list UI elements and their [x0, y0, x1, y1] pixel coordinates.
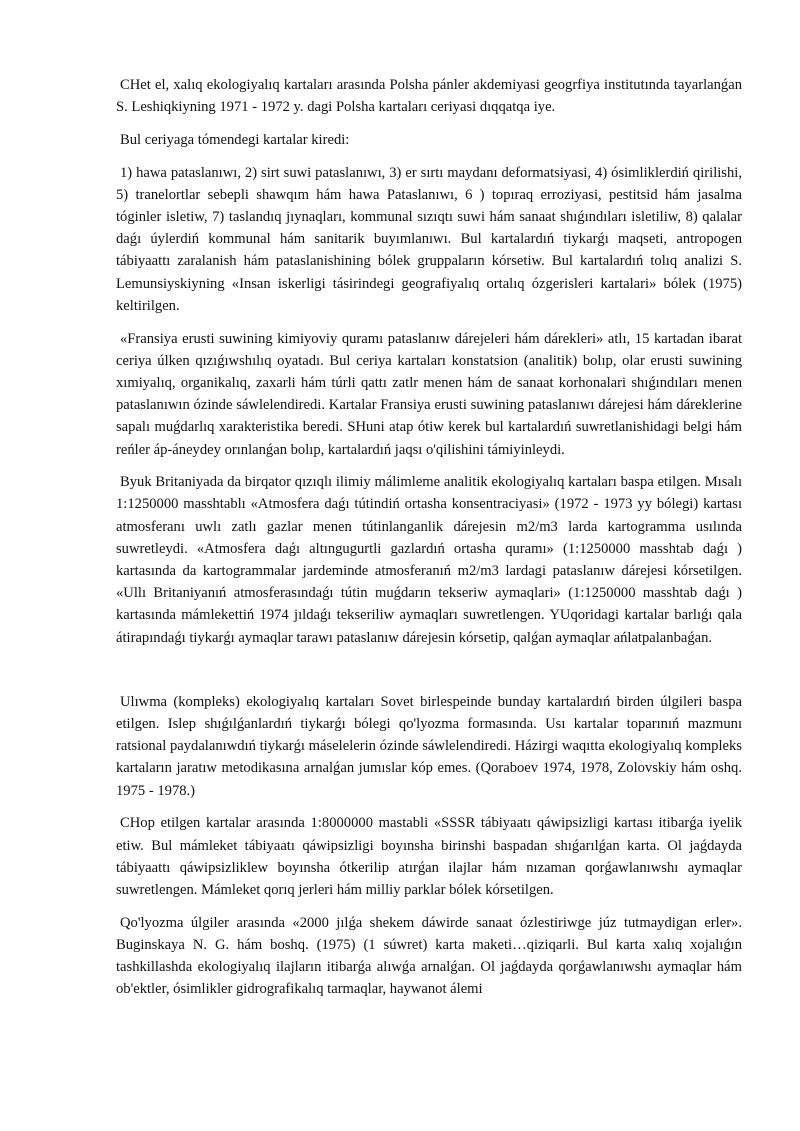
document-body — [116, 74, 742, 1011]
paragraph-fransiya: «Fransiya erusti suwining kimiyoviy quramı pataslanıw dárejeleri hám dárekleri» atlı, 15 kartadan ibarat ceriya úlken qızıǵıwshılıq oyatadı. Bul ceriya kartaları konstatsion (analitik) bolıp, olar erusti suwining xımiyalıq, organikalıq, zaxarli hám túrli qattı zatlr menen hám de sanaat korhonalari shıǵındıları menen pataslanıwın ózinde sáwlelendiredi. Kartalar Fransiya erusti suwining pataslanıwı dárejesi hám dáreklerine sapalı muǵdarlıq xarakteristika beredi. SHuni atap ótiw kerek bul kartalardıń suwretlanishidagi belgi hám reńler áp-áneydey orınlanǵan bolıp, kartalardıń jaqsı o'qilishini támiyinleydi. — [116, 330, 742, 458]
paragraph-qolyozma: Qo'lyozma úlgiler arasında «2000 jılǵa shekem dáwirde sanaat ózlestiriwge júz tutmaydigan erler». Buginskaya N. G. hám boshq. (1975) (1 súwret) karta maketi…qiziqarli. Bul karta xalıq xojalıǵın tashkillashda ekologiyalıq ilajların itibarǵa alıwǵa arnalǵan. Ol jaǵdayda qorǵawlanıwshı aymaqlar hám ob'ektler, ósimlikler gidrografikalıq tarmaqlar, haywanot álemi — [116, 914, 742, 998]
paragraph-ceriya-intro: Bul ceriyaga tómendegi kartalar kiredi: — [120, 131, 350, 148]
paragraph-polsha-kartalari: CHet el, xalıq ekologiyalıq kartaları arasında Polsha pánler akdemiyasi geogrfiya institutında tayarlanǵan S. Leshiqkiyning 1971 - 1972 y. dagi Polsha kartaları ceriyasi dıqqatqa iye. — [116, 77, 742, 116]
paragraph-britaniya: Byuk Britaniyada da birqator qızıqlı ilimiy málimleme analitik ekologiyalıq kartaları baspa etilgen. Mısalı 1:1250000 masshtablı «Atmosfera daǵı tútindiń ortasha konsentraciyasi» (1972 - 1973 yy bólegi) kartası atmosferanı uwlı zatlı gazlar menen tútinlanganlik dárejesin m2/m3 larda kartogramma usılında suwretleydi. «Atmosfera daǵı altıngugurtli gazlardıń ortasha quramı» (1:1250000 masshtab daǵı ) kartasında da kartogrammalar jardeminde atmosferanıń m2/m3 lardagi pataslanıw dárejesi kórsetilgen. «Ullı Britaniyanıń atmosferasındaǵı tútin muǵdarın tekseriw aymaqlari» (1:1250000 masshtab daǵı ) kartasında mámlekettiń 1974 jıldaǵı tekseriliw aymaqları suwretlengen. YUqoridagi kartalar barlıǵı qala átirapındaǵı tiykarǵı aymaqlar tarawı pataslanıw dárejesin kórsetip, qalǵan aymaqlar ańlatpalanbaǵan. — [116, 474, 742, 646]
paragraph-sssr-karta: CHop etilgen kartalar arasında 1:8000000 mastabli «SSSR tábiyaatı qáwipsizligi kartası itibarǵa iyelik etiw. Bul mámleket tábiyaatı qáwipsizligi boyınsha birinshi baspadan shıǵarılǵan karta. Ol jaǵdayda tábiyaattı qáwipsizliklew boyınsha ótkerilip atırǵan ilajlar hám nızaman qorǵawlanıwshı aymaqlar suwretlengen. Mámleket qorıq jerleri hám milliy parklar bólek kórsetilgen. — [116, 815, 742, 898]
paragraph-karta-list: 1) hawa pataslanıwı, 2) sirt suwi pataslanıwı, 3) er sırtı maydanı deformatsiyasi, 4) ósimliklerdiń qirilishi, 5) tranelortlar sebepli shawqım hám hawa Pataslanıwı, 6 ) topıraq erroziyasi, pestitsid hám jasalma tóginler isletiw, 7) taslandıq jıynaqları, kommunal sızıqtı suwi hám sanaat shıǵındıları isletiliw, 8) qalalar daǵı úylerdiń kommunal hám sanitarik buyımlanıwı. Bul kartalardıń tiykarǵı maqseti, antropogen tábiyaattı zaralanish hám pataslanishining bólek gruppaların kórsetiw. Bul kartalardıń tolıq analizi S. Lemunsiyskiyning «Insan iskerligi tásirindegi geografiyalıq ortalıq ózgerisleri kartalari» bólek (1975) keltirilgen. — [116, 164, 742, 314]
paragraph-kompleks-kartalar: Ulıwma (kompleks) ekologiyalıq kartaları Sovet birlespeinde bunday kartalardıń birden úlgileri baspa etilgen. Islep shıǵılǵanlardıń tiykarǵı bólegi qo'lyozma formasında. Usı kartalar toparınıń mazmunı ratsional paydalanıwdıń tiykarǵı máselelerin ózinde sáwlelendiredi. Házirgi waqıtta ekologiyalıq kompleks kartaların jaratıw metodikasına arnalǵan jumıslar kóp emes. (Qoraboev 1974, 1978, Zolovskiy hám oshq. 1975 - 1978.) — [116, 693, 742, 799]
